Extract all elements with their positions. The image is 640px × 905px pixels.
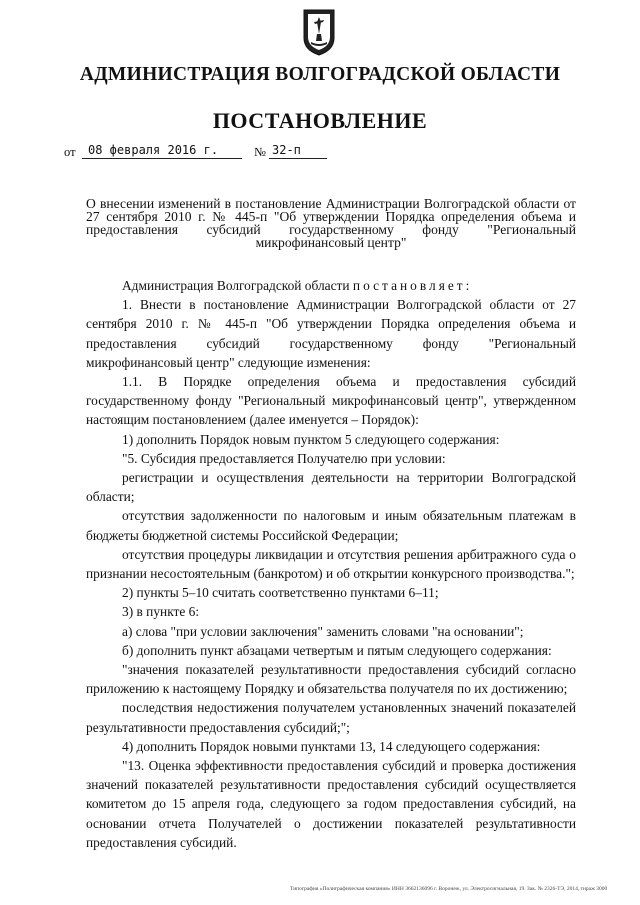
body-paragraph: б) дополнить пункт абзацами четвертым и пятым следующего содержания: xyxy=(122,642,552,658)
document-body xyxy=(86,276,576,852)
body-paragraph: "13. Оценка эффективности предоставления субсидий и проверка достижения значений показателей результативности предоставления субсидий осуществляется комитетом до 15 апреля года, следующего за годом предоставления субсидий, на основании отчета Получателей о достижении показателей результативности предоставления субсидий. xyxy=(86,758,576,850)
body-paragraph: 1) дополнить Порядок новым пунктом 5 следующего содержания: xyxy=(122,431,500,447)
body-paragraph: отсутствия задолженности по налоговым и иным обязательным платежам в бюджеты бюджетной системы Российской Федерации; xyxy=(86,508,576,543)
body-paragraph: "значения показателей результативности предоставления субсидий согласно приложению к настоящему Порядку и обязательства получателя по их достижению; xyxy=(86,662,576,697)
organization-title: АДМИНИСТРАЦИЯ ВОЛГОГРАДСКОЙ ОБЛАСТИ xyxy=(79,64,561,85)
body-paragraph: 1. Внести в постановление Администрации Волгоградской области от 27 сентября 2010 г. № 445-п "Об утверждении Порядка определения объема и предоставления субсидий государственному фонду "Региональный микрофинансовый центр" следующие изменения: xyxy=(86,297,576,370)
body-paragraph: 4) дополнить Порядок новыми пунктами 13, 14 следующего содержания: xyxy=(122,738,541,754)
date-from-label: от xyxy=(64,145,76,159)
body-paragraph: 1.1. В Порядке определения объема и предоставления субсидий государственному фонду "Региональный микрофинансовый центр", утвержденном настоящим постановлением (далее именуется – Порядок): xyxy=(86,374,576,428)
body-paragraph: 3) в пункте 6: xyxy=(122,604,200,620)
body-paragraph: последствия недостижения получателем установленных значений показателей результативности предоставления субсидий;"; xyxy=(86,700,576,735)
body-paragraph: "5. Субсидия предоставляется Получателю при условии: xyxy=(122,450,446,466)
body-paragraph: отсутствия процедуры ликвидации и отсутствия решения арбитражного суда о признании несостоятельным (банкротом) и об открытии конкурсного производства."; xyxy=(86,546,576,582)
number-label: № xyxy=(254,145,266,159)
body-paragraph: 2) пункты 5–10 считать соответственно пунктами 6–11; xyxy=(122,585,439,601)
document-subject: О внесении изменений в постановление Администрации Волгоградской области от 27 сентября 2010 г. № 445-п "Об утверждении Порядка определения объема и предоставления субсидий государственному фонду "Региональный микрофинансовый центр" xyxy=(86,196,576,250)
document-date: 08 февраля 2016 г. xyxy=(88,143,219,157)
intro-paragraph: Администрация Волгоградской области постановляет: xyxy=(122,278,473,293)
date-underline xyxy=(82,158,242,159)
number-underline xyxy=(269,158,327,159)
printer-footer: Типография «Полиграфическая компания» ИНН 3662136096 г. Воронеж, ул. Электросигнальная, 19. Зак. № 2326-ТЭ, 2014, тираж 3000 xyxy=(290,886,608,892)
body-paragraph: регистрации и осуществления деятельности на территории Волгоградской области; xyxy=(86,470,576,505)
document-type-title: ПОСТАНОВЛЕНИЕ xyxy=(212,108,428,133)
document-number: 32-п xyxy=(272,143,301,157)
coat-of-arms-icon xyxy=(302,8,336,56)
body-paragraph: а) слова "при условии заключения" заменить словами "на основании"; xyxy=(122,623,524,639)
